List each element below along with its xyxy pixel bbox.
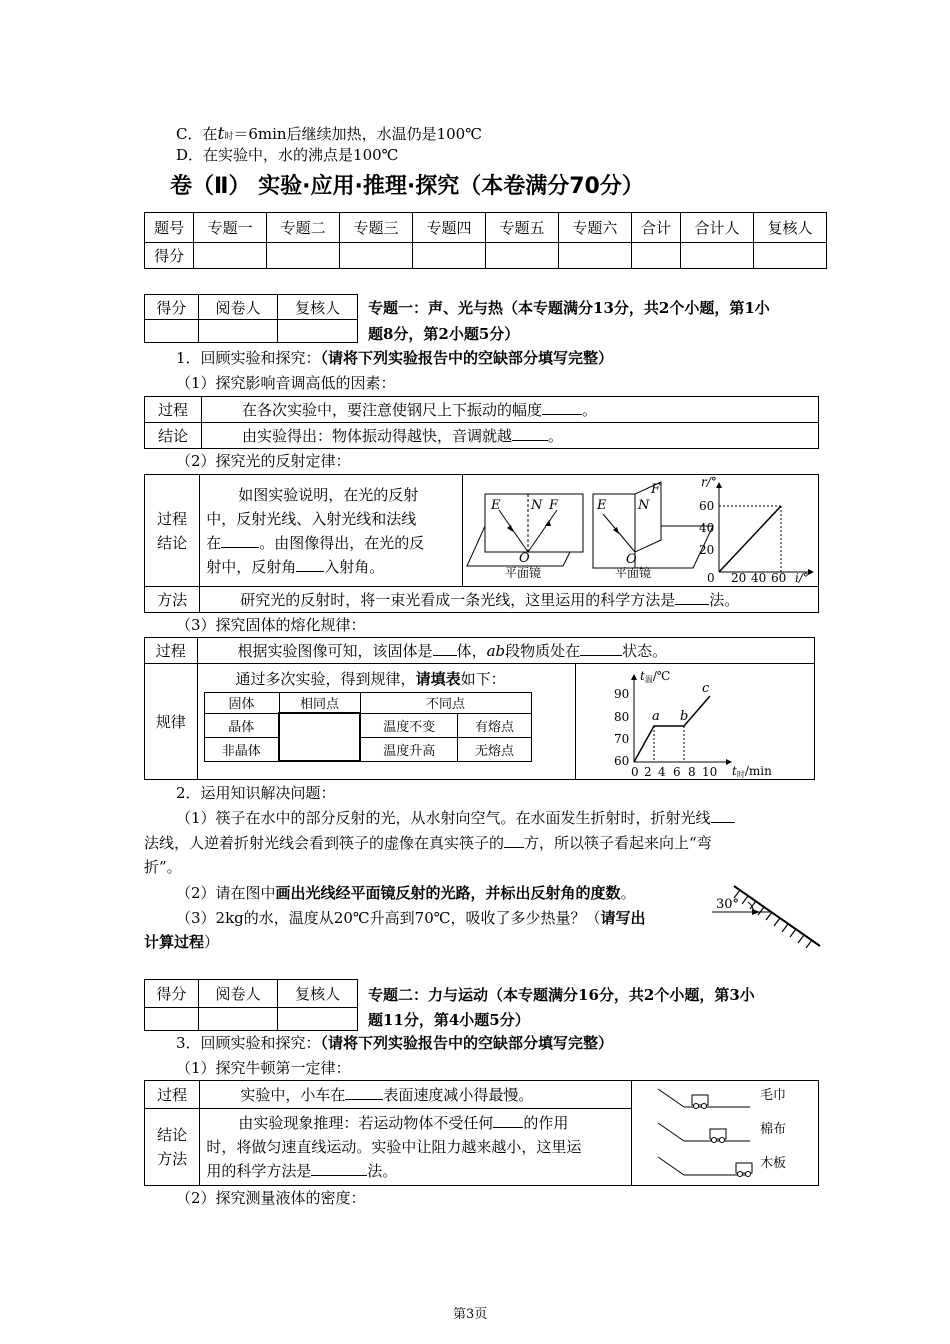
- answer-blank[interactable]: [493, 1113, 523, 1128]
- row-label: 结论 方法: [145, 1109, 200, 1186]
- score-header: 复核人: [754, 213, 827, 243]
- reflection-graph: [699, 476, 814, 585]
- q1-sub1-title: （1）探究影响音调高低的因素：: [176, 374, 396, 392]
- score-cell[interactable]: [558, 243, 631, 269]
- score-cell[interactable]: [413, 243, 486, 269]
- melting-process: 根据实验图像可知，该固体是 体，ab段物质处在 状态。: [197, 638, 814, 664]
- svg-text:E: E: [597, 497, 607, 513]
- graph1-ylabel: r/°: [701, 475, 717, 489]
- label-n: N: [531, 497, 543, 513]
- grader-box-2: [144, 979, 358, 1031]
- row-label: 过程: [145, 397, 202, 423]
- reflection-diagram: [463, 476, 818, 586]
- answer-blank[interactable]: [512, 426, 548, 441]
- mirror-setup-1: [467, 494, 583, 580]
- point-c: c: [702, 680, 710, 696]
- q2-1-line2: 法线，人逆着折射光线会看到筷子的虚像在真实筷子的 方，所以筷子看起来向上“弯: [144, 834, 712, 852]
- graph2-xtick: 2: [644, 764, 652, 778]
- point-b: b: [680, 708, 689, 724]
- score-table: [144, 212, 827, 269]
- pitch-process: 在各次实验中，要注意使钢尺上下振动的幅度 。: [202, 397, 819, 423]
- pitch-conclusion: 由实验得出：物体振动得越快，音调就越 。: [202, 423, 819, 449]
- score-cell[interactable]: [631, 243, 680, 269]
- ramp-wood: [658, 1155, 786, 1177]
- ramp-towel: [658, 1087, 786, 1109]
- inner-cell: 有熔点: [458, 713, 531, 737]
- row-label: 过程: [145, 1081, 200, 1109]
- graph2-ytick: 60: [614, 753, 630, 768]
- answer-blank[interactable]: [542, 400, 582, 415]
- answer-blank[interactable]: [504, 833, 524, 848]
- graph2-xtick: 4: [658, 764, 666, 778]
- svg-text:t温/℃: t温/℃: [640, 668, 671, 684]
- score-header: 专题三: [340, 213, 413, 243]
- svg-text:O: O: [626, 551, 637, 567]
- inner-header: 不同点: [360, 693, 531, 714]
- option-c: C．在t时＝6min后继续加热，水温仍是100℃: [176, 124, 482, 144]
- inner-header: 相同点: [279, 693, 360, 714]
- grader-cell[interactable]: [198, 320, 278, 343]
- grader-cell[interactable]: [278, 1008, 358, 1031]
- row-label: 方法: [145, 587, 200, 613]
- grader-cell[interactable]: [278, 320, 358, 343]
- inner-cell: 温度升高: [360, 737, 458, 761]
- grader-cell[interactable]: [145, 320, 199, 343]
- melting-graph-cell: [576, 664, 815, 780]
- score-cell[interactable]: [485, 243, 558, 269]
- inner-cell: 温度不变: [360, 713, 458, 737]
- answer-blank[interactable]: [433, 641, 457, 656]
- graph2-xtick: 10: [702, 764, 718, 778]
- q1-sub2-title: （2）探究光的反射定律：: [176, 452, 351, 470]
- q3-sub2-title: （2）探究测量液体的密度：: [176, 1189, 366, 1207]
- graph1-xlabel: i/°: [795, 570, 809, 585]
- answer-blank[interactable]: [675, 590, 709, 605]
- reflection-table: [144, 474, 819, 613]
- topic1-title-2: 题8分，第2小题5分）: [368, 325, 520, 343]
- grader-label: 复核人: [278, 295, 358, 320]
- surface-label: 棉布: [760, 1122, 787, 1137]
- newton-table: [144, 1080, 819, 1186]
- q2-2: （2）请在图中画出光线经平面镜反射的光路，并标出反射角的度数。: [176, 884, 636, 902]
- surface-label: 木板: [760, 1156, 787, 1171]
- score-header: 专题四: [413, 213, 486, 243]
- grader-label: 阅卷人: [198, 295, 278, 320]
- topic1-title: 专题一：声、光与热（本专题满分13分，共2个小题，第1小: [368, 299, 770, 317]
- page-number: 第3页: [453, 1307, 488, 1322]
- score-header: 合计: [631, 213, 680, 243]
- label-f: F: [549, 497, 559, 513]
- score-header: 合计人: [681, 213, 754, 243]
- svg-text:平面镜: 平面镜: [615, 565, 652, 580]
- option-d: D．在实验中，水的沸点是100℃: [176, 146, 399, 164]
- score-cell[interactable]: [340, 243, 413, 269]
- graph2-ytick: 70: [614, 731, 630, 746]
- score-cell[interactable]: [267, 243, 340, 269]
- answer-blank[interactable]: [221, 533, 259, 548]
- graph2-xtick: 8: [688, 764, 696, 778]
- inner-header: 固体: [204, 693, 279, 714]
- answer-blank[interactable]: [580, 641, 622, 656]
- grader-label: 阅卷人: [198, 980, 278, 1008]
- q2-intro: 2．运用知识解决问题：: [176, 784, 336, 802]
- row-label: 规律: [145, 664, 198, 780]
- graph1-xtick: 20: [731, 570, 747, 585]
- reflection-method: 研究光的反射时，将一束光看成一条光线，这里运用的科学方法是 法。: [200, 587, 819, 613]
- graph2-ytick: 80: [614, 709, 630, 724]
- q3-intro: 3．回顾实验和探究：（请将下列实验报告中的空缺部分填写完整）: [176, 1034, 614, 1052]
- newton-conclusion: 由实验现象推理：若运动物体不受任何 的作用 时，将做匀速直线运动。实验中让阻力越来越小，这里运 用的科学方法是 法。: [200, 1109, 632, 1186]
- melting-inner-table: [204, 692, 532, 762]
- pitch-table: [144, 396, 819, 449]
- ramp-cotton: [658, 1121, 786, 1143]
- mirror-setup-2: [593, 482, 713, 580]
- q2-1-line1: （1）筷子在水中的部分反射的光，从水射向空气。在水面发生折射时，折射光线: [176, 808, 735, 828]
- graph2-xtick: 6: [673, 764, 681, 778]
- reflection-figure: [463, 475, 819, 587]
- graph1-ytick: 60: [699, 498, 715, 513]
- graph1-xtick: 0: [707, 570, 715, 585]
- q3-sub1-title: （1）探究牛顿第一定律：: [176, 1059, 351, 1077]
- paper-title: 卷（Ⅱ） 实验·应用·推理·探究（本卷满分70分）: [170, 174, 644, 199]
- score-cell[interactable]: [681, 243, 754, 269]
- newton-process: 实验中，小车在 表面速度减小得最慢。: [200, 1081, 632, 1109]
- svg-text:N: N: [638, 497, 650, 513]
- surfaces-figure: [632, 1081, 819, 1186]
- score-header: 专题六: [558, 213, 631, 243]
- score-cell[interactable]: [194, 243, 267, 269]
- answer-cell[interactable]: [279, 713, 360, 761]
- row-label: 过程: [145, 638, 198, 664]
- q2-3: （3）2kg的水，温度从20℃升高到70℃，吸收了多少热量？（请写出: [176, 909, 646, 927]
- graph2-xtick: 0: [631, 764, 639, 778]
- score-row-label: 得分: [145, 243, 194, 269]
- graph1-xtick: 40: [751, 570, 767, 585]
- mirror-label: 平面镜: [505, 565, 542, 580]
- inner-cell: 非晶体: [204, 737, 279, 761]
- score-header: 题号: [145, 213, 194, 243]
- topic2-title-2: 题11分，第4小题5分）: [368, 1011, 530, 1029]
- grader-box-1: [144, 294, 358, 343]
- label-o: O: [519, 550, 530, 566]
- graph1-ytick: 20: [699, 542, 715, 557]
- score-header: 专题二: [267, 213, 340, 243]
- q2-1-line3: 折”。: [144, 858, 182, 876]
- answer-blank[interactable]: [345, 1085, 383, 1100]
- q1-intro: 1．回顾实验和探究：（请将下列实验报告中的空缺部分填写完整）: [176, 349, 614, 367]
- graph2-ytick: 90: [614, 686, 630, 701]
- row-label: 过程 结论: [145, 475, 200, 587]
- grader-label: 复核人: [278, 980, 358, 1008]
- melting-rule: 通过多次实验，得到规律，请填表如下： 固体 相同点 不同点 晶体 温度不变 有熔点 非晶体 温度升高 无熔点: [197, 664, 575, 780]
- angle-label: 30°: [716, 897, 740, 912]
- incline-mirror-figure: [712, 880, 827, 952]
- answer-blank[interactable]: [311, 1161, 367, 1176]
- graph1-ytick: 40: [699, 520, 715, 535]
- grader-cell[interactable]: [145, 1008, 199, 1031]
- score-header: 专题一: [194, 213, 267, 243]
- graph1-xtick: 60: [771, 570, 787, 585]
- label-e: E: [491, 497, 501, 513]
- score-cell[interactable]: [754, 243, 827, 269]
- answer-blank[interactable]: [711, 808, 735, 823]
- q1-sub3-title: （3）探究固体的熔化规律：: [176, 616, 366, 634]
- grader-cell[interactable]: [198, 1008, 278, 1031]
- inner-cell: 无熔点: [458, 737, 531, 761]
- svg-text:t时/min: t时/min: [732, 763, 772, 778]
- q2-3-cont: 计算过程）: [144, 933, 220, 951]
- reflection-text: 如图实验说明，在光的反射 中，反射光线、入射光线和法线 在 。由图像得出，在光的反 射中，反射角 入射角。: [200, 475, 463, 587]
- melting-table: [144, 637, 815, 780]
- answer-blank[interactable]: [296, 557, 324, 572]
- grader-label: 得分: [145, 980, 199, 1008]
- inner-cell: 晶体: [204, 713, 279, 737]
- melting-graph: [576, 666, 814, 778]
- ramp-diagram: [632, 1081, 818, 1185]
- grader-label: 得分: [145, 295, 199, 320]
- row-label: 结论: [145, 423, 202, 449]
- topic2-title: 专题二：力与运动（本专题满分16分，共2个小题，第3小: [368, 986, 755, 1004]
- surface-label: 毛巾: [760, 1088, 787, 1103]
- score-header: 专题五: [485, 213, 558, 243]
- svg-text:F: F: [651, 481, 661, 497]
- point-a: a: [652, 708, 660, 724]
